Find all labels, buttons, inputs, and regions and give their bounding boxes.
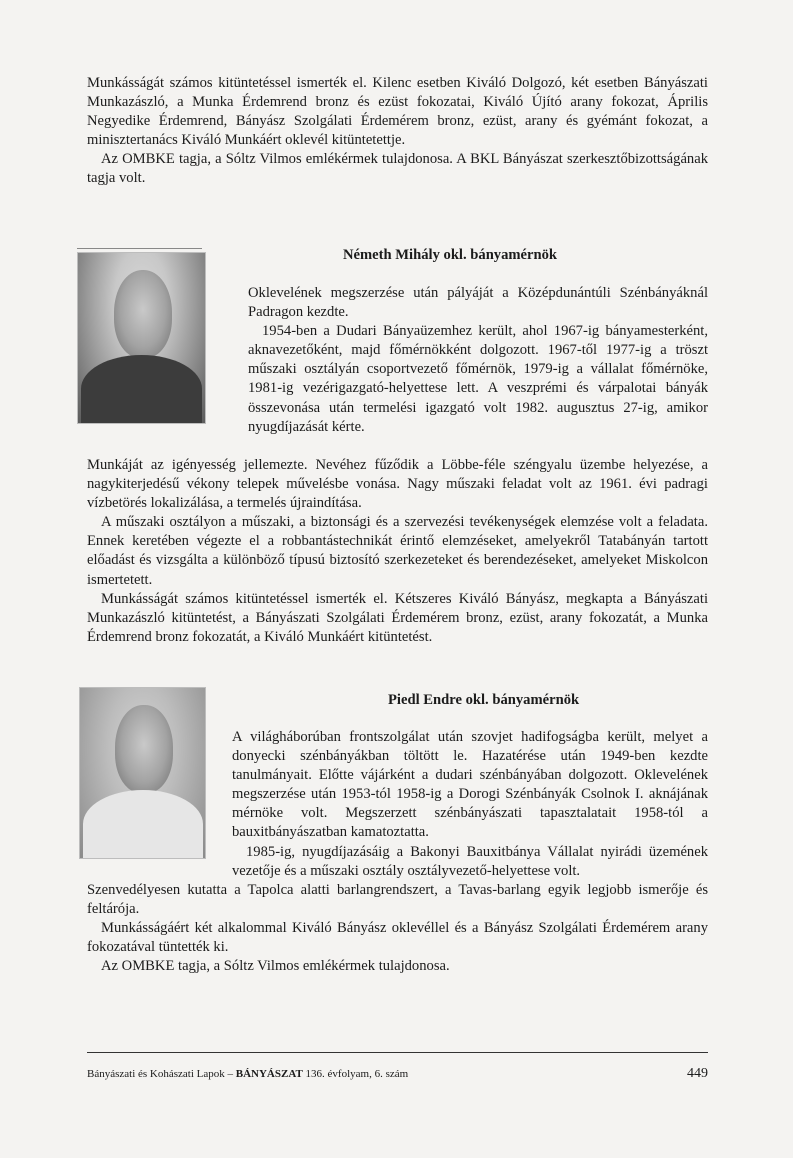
footer-journal: Bányászati és Kohászati Lapok – [87, 1068, 234, 1080]
portrait-shoulders [83, 790, 203, 858]
section1-wrapped-text [248, 284, 708, 437]
section1-paragraph-1: Oklevelének megszerzése után pályáját a Középdunántúli Szénbányáknál Padragon kezdte. [248, 285, 708, 321]
portrait-head [115, 705, 173, 793]
section1-body [87, 456, 708, 647]
section-heading-nemeth: Németh Mihály okl. bányamérnök [343, 247, 558, 263]
section1-paragraph-4: A műszaki osztályon a műszaki, a biztonsági és a szervezési tevékenységek elemzése volt a feladata. Ennek keretében végezte el a robbantástechnikát érintő elemzéseket, amelyekről Tatabányán tartott előadást és vizsgálta a különböző típusú biztosító szerkezeteket és berendezéseket, amelyeket Miskolcon ismertetett. [87, 514, 708, 588]
photo-top-rule [77, 248, 202, 249]
section2-paragraph-3: Szenvedélyesen kutatta a Tapolca alatti barlangrendszert, a Tavas-barlang egyik legjobb ismerője és feltárója. [87, 882, 708, 918]
section2-paragraph-2: 1985-ig, nyugdíjazásáig a Bakonyi Bauxitbánya Vállalat nyirádi üzemének vezetője és a műszaki osztály osztályvezető-helyettese volt. [232, 843, 708, 879]
portrait-photo-nemeth [77, 252, 206, 424]
section2-wrapped-text [232, 728, 708, 881]
intro-block [87, 74, 708, 189]
section2-paragraph-5: Az OMBKE tagja, a Sóltz Vilmos emlékérmek tulajdonosa. [101, 958, 450, 975]
page-number: 449 [687, 1066, 708, 1081]
section2-body [87, 881, 708, 976]
portrait-head [114, 270, 172, 358]
portrait-photo-piedl [79, 687, 206, 859]
section1-paragraph-3: Munkáját az igényesség jellemezte. Nevéhez fűződik a Löbbe-féle széngyalu üzembe helyezése, a nagykiterjedésű vékony telepek művelésbe vonása. Nagy műszaki feladat volt az 1961. évi padragi vízbetörés lokalizálása, a termelés újraindítása. [87, 457, 708, 512]
section-heading-piedl: Piedl Endre okl. bányamérnök [388, 692, 580, 708]
footer-journal-bold: BÁNYÁSZAT [235, 1068, 303, 1080]
section1-paragraph-5: Munkásságát számos kitüntetéssel ismerték el. Kétszeres Kiváló Bányász, megkapta a Bányászati Munkazászló kitüntetést, a Bányászati Szolgálati Érdemérem bronz, ezüst, arany fokozatát, a Munka Érdemrend bronz fokozatát, a Kiváló Munkáért kitüntetést. [87, 590, 708, 645]
intro-paragraph-1: Munkásságát számos kitüntetéssel ismerték el. Kilenc esetben Kiváló Dolgozó, két esetben Bányászati Munkazászló, a Munka Érdemrend bronz és ezüst fokozatai, Kiváló Újító arany fokozat, Április Negyedike Érdemrend, Bányász Szolgálati Érdemérem bronz, ezüst, arany és gyémánt fokozat, a minisztertanács Kiváló Munkáért oklevél kitüntetettje. [87, 75, 708, 149]
intro-paragraph-2: Az OMBKE tagja, a Sóltz Vilmos emlékérmek tulajdonosa. A BKL Bányászat szerkesztőbizottságának tagja volt. [87, 151, 708, 187]
footer-rule [87, 1052, 708, 1053]
footer-issue: 136. évfolyam, 6. szám [305, 1068, 409, 1080]
footer-citation [87, 1068, 408, 1080]
section1-paragraph-2: 1954-ben a Dudari Bányaüzemhez került, ahol 1967-ig bányamesterként, aknavezetőként, majd főmérnökként dolgozott. 1967-től 1977-ig a tröszt műszaki osztályán csoportvezető főmérnök, 1979-ig a vállalat főmérnöke, 1981-ig vezérigazgató-helyettese lett. A veszprémi és várpalotai bányák összevonása után termelési igazgató volt 1982. augusztus 27-ig, amikor nyugdíjazását kérte. [248, 323, 708, 435]
section2-paragraph-4: Munkásságáért két alkalommal Kiváló Bányász oklevéllel és a Bányász Szolgálati Érdemérem arany fokozatával tüntették ki. [87, 920, 708, 956]
portrait-shoulders [81, 355, 203, 423]
section2-paragraph-1: A világháborúban frontszolgálat után szovjet hadifogságba került, melyet a donyecki szénbányákban töltött le. Hazatérése után 1949-ben kezdte tanulmányait. Előtte vájárként a dudari szénbányában dolgozott. Oklevelének megszerzése után 1953-tól 1958-ig a Dorogi Szénbányák Csolnok I. aknájának mérnöke volt. Megszerzett szénbányászati tapasztalatait 1958-tól a bauxitbányászatban kamatoztatta. [232, 729, 708, 841]
